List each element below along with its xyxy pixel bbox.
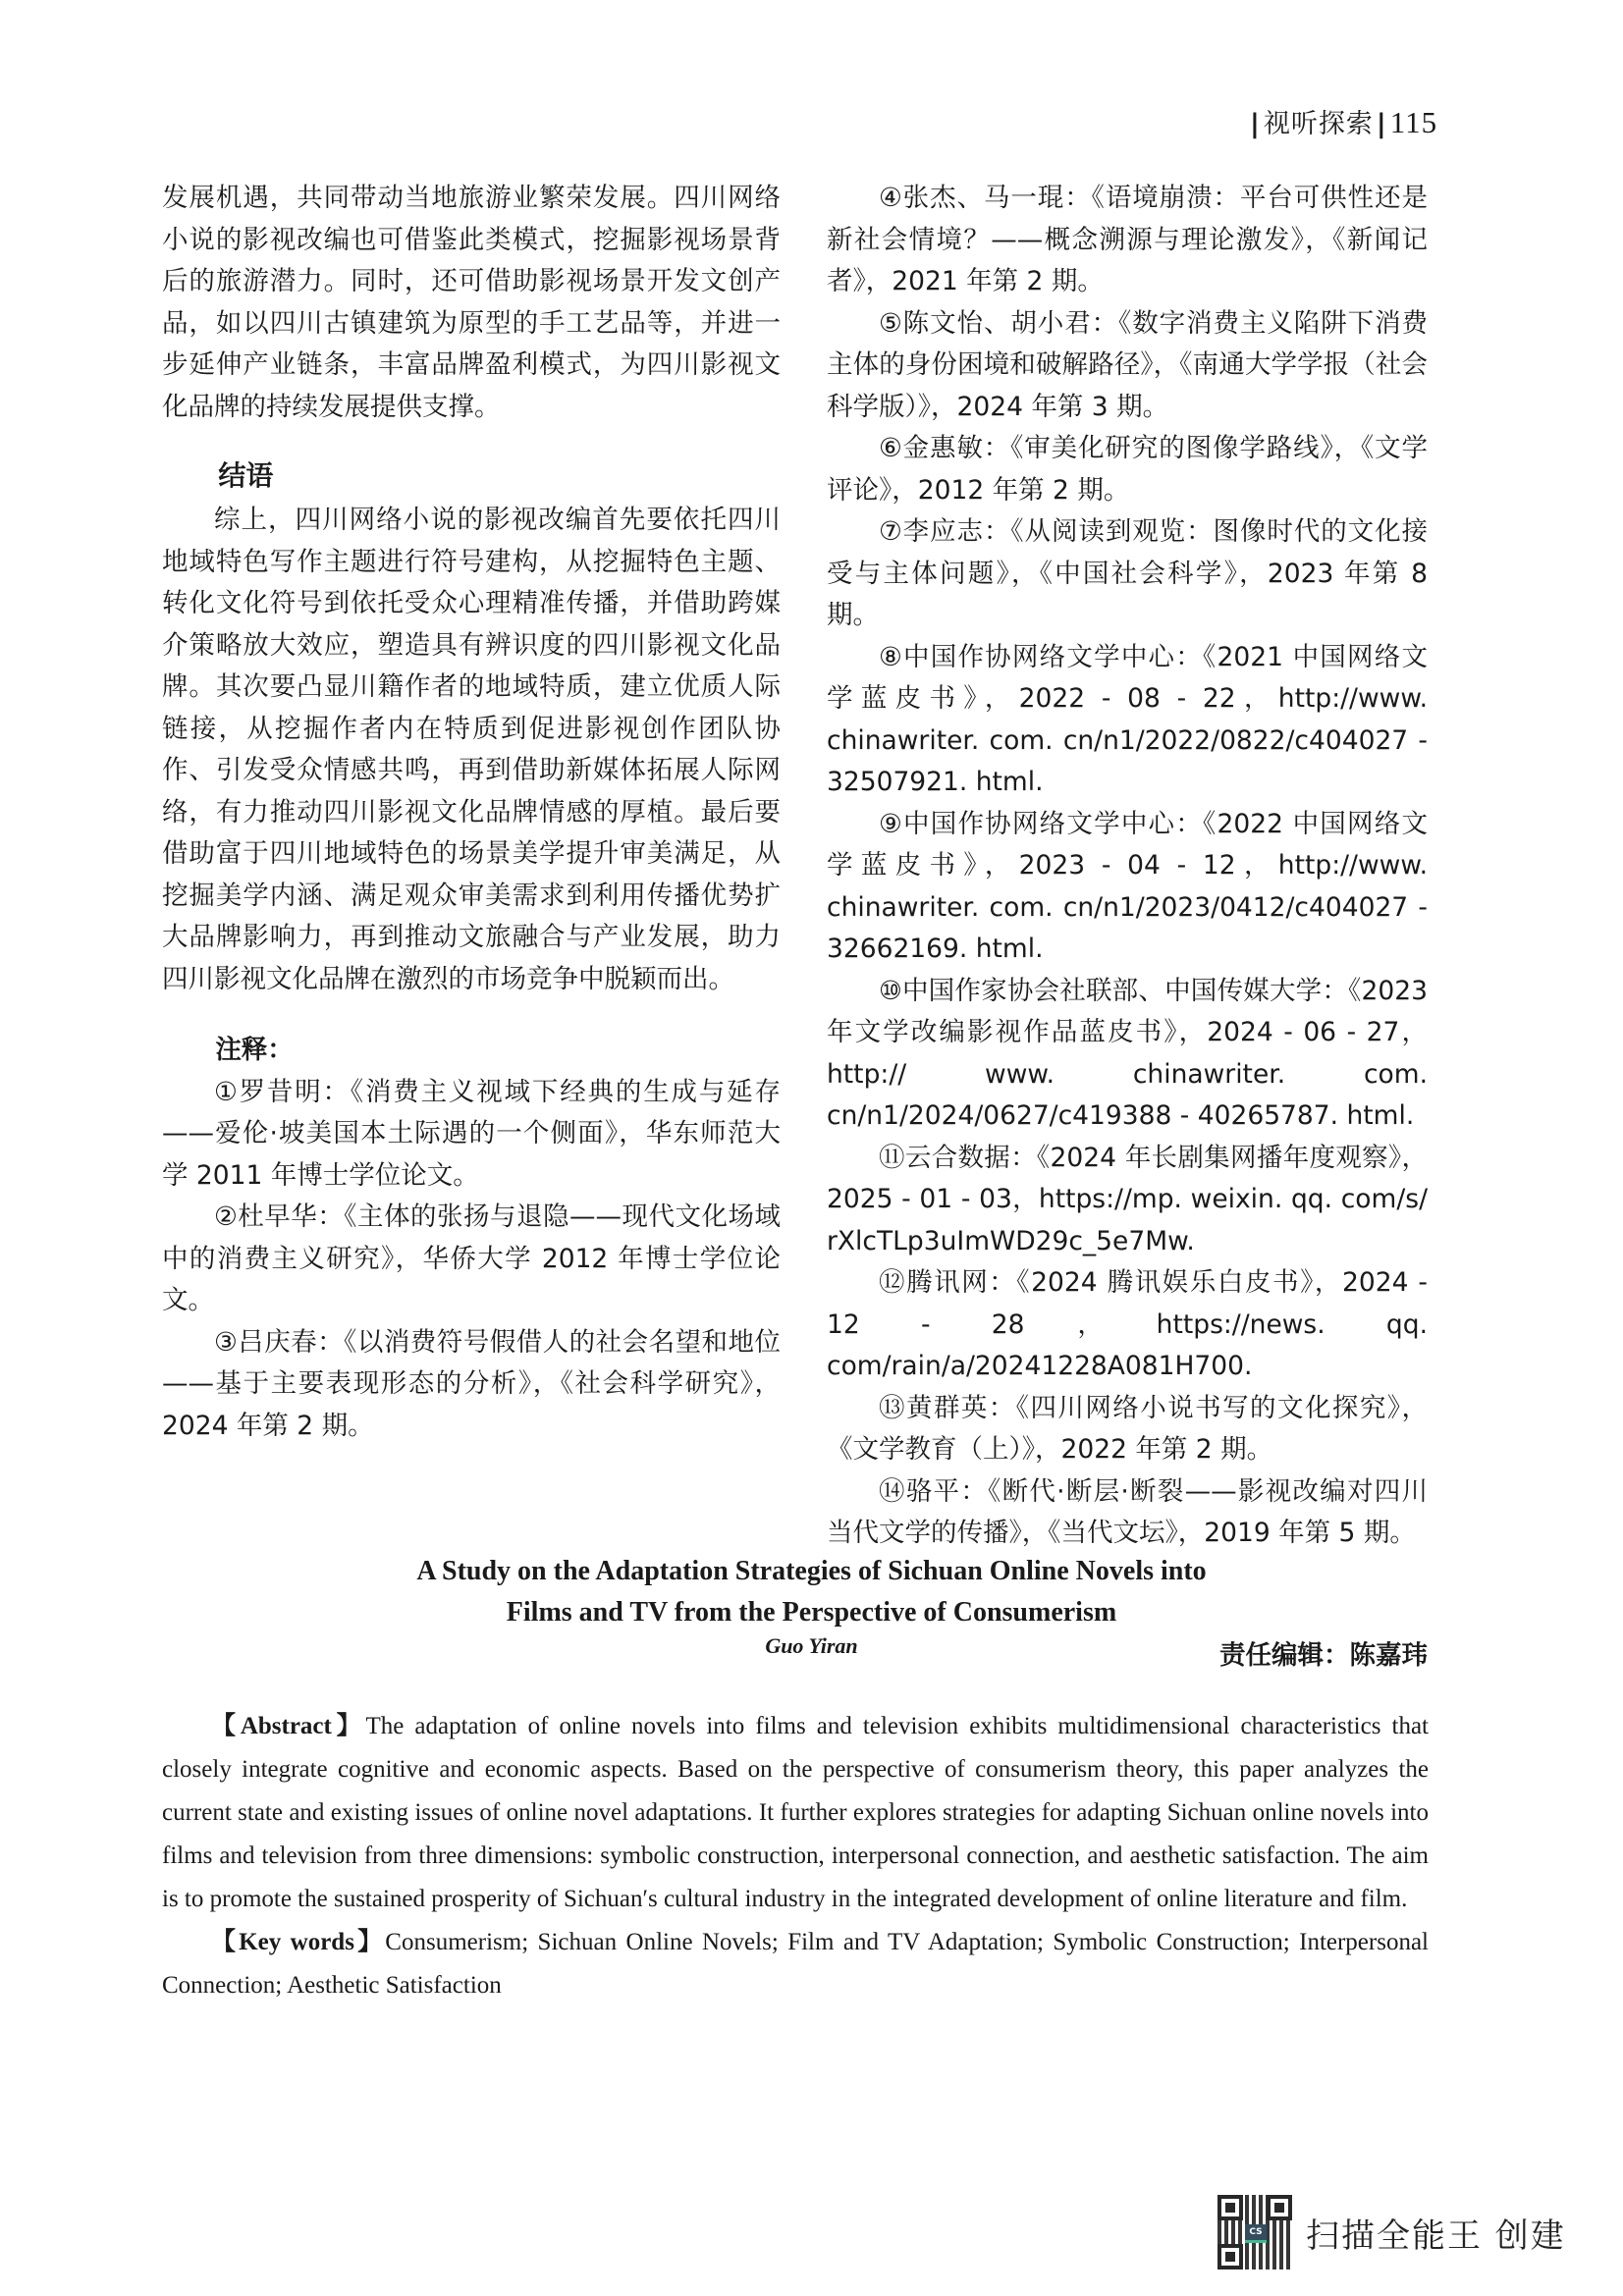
english-title-line: Films and TV from the Perspective of Consumerism	[506, 1597, 1117, 1628]
english-title	[0, 1551, 1623, 1633]
reference-item: ⑦李应志：《从阅读到观览：图像时代的文化接受与主体问题》，《中国社会科学》，2023 年第 8 期。	[827, 516, 1428, 630]
header-divider: |	[1376, 109, 1387, 139]
abstract-label: 【Abstract】	[211, 1713, 366, 1739]
english-author: Guo Yiran	[765, 1633, 858, 1658]
page-number: 115	[1389, 105, 1438, 139]
abstract-paragraph	[162, 1705, 1429, 1921]
conclusion-paragraph: 综上，四川网络小说的影视改编首先要依托四川地域特色写作主题进行符号建构，从挖掘特色主题、转化文化符号到依托受众心理精准传播，并借助跨媒介策略放大效应，塑造具有辨识度的四川影视文化品牌。其次要凸显川籍作者的地域特质，建立优质人际链接，从挖掘作者内在特质到促进影视创作团队协作、引发受众情感共鸣，再到借助新媒体拓展人际网络，有力推动四川影视文化品牌情感的厚植。最后要借助富于四川地域特色的场景美学提升审美满足，从挖掘美学内涵、满足观众审美需求到利用传播优势扩大品牌影响力，再到推动文旅融合与产业发展，助力四川影视文化品牌在激烈的市场竞争中脱颖而出。	[162, 505, 781, 994]
reference-item: ⑭骆平：《断代·断层·断裂——影视改编对四川当代文学的传播》，《当代文坛》，2019 年第 5 期。	[827, 1475, 1428, 1548]
section-heading-conclusion: 结语	[218, 459, 274, 492]
keywords-label: 【Key words】	[211, 1929, 386, 1955]
qr-finder-pattern	[1217, 2195, 1243, 2220]
reference-item: ⑧中国作协网络文学中心：《2021 中国网络文学蓝皮书》，2022 - 08 - 22，http://www. chinawriter. com. cn/n1/2022/0822/c404027 - 32507921. html.	[827, 641, 1428, 797]
header-section: 视听探索	[1263, 109, 1374, 139]
reference-item: ⑩中国作家协会社联部、中国传媒大学：《2023 年文学改编影视作品蓝皮书》，2024 - 06 - 27，http:// www. chinawriter. com. cn/n1/2024/0627/c419388 - 40265787. html.	[827, 975, 1428, 1131]
reference-item: ⑤陈文怡、胡小君：《数字消费主义陷阱下消费主体的身份困境和破解路径》，《南通大学学报（社会科学版）》，2024 年第 3 期。	[827, 307, 1428, 422]
left-column	[162, 178, 781, 1447]
keywords-text: Consumerism; Sichuan Online Novels; Film and TV Adaptation; Symbolic Construction; Interpersonal Connection; Aesthetic Satisfaction	[162, 1929, 1430, 1999]
reference-item: ⑨中国作协网络文学中心：《2022 中国网络文学蓝皮书》，2023 - 04 - 12，http://www. chinawriter. com. cn/n1/2023/0412/c404027 - 32662169. html.	[827, 808, 1428, 964]
reference-item: ③吕庆春：《以消费符号假借人的社会名望和地位——基于主要表现形态的分析》，《社会科学研究》，2024 年第 2 期。	[162, 1326, 781, 1441]
reference-item: ⑪云合数据：《2024 年长剧集网播年度观察》，2025 - 01 - 03，https://mp. weixin. qq. com/s/ rXlcTLp3uImWD29c_5e7Mw.	[827, 1142, 1428, 1256]
body-paragraph: 发展机遇，共同带动当地旅游业繁荣发展。四川网络小说的影视改编也可借鉴此类模式，挖掘影视场景背后的旅游潜力。同时，还可借助影视场景开发文创产品，如以四川古镇建筑为原型的手工艺品等，并进一步延伸产业链条，丰富品牌盈利模式，为四川影视文化品牌的持续发展提供支撑。	[162, 183, 781, 422]
english-abstract-block	[162, 1705, 1429, 2007]
notes-heading: 注释：	[215, 1035, 294, 1065]
right-column	[827, 178, 1428, 1677]
qr-finder-pattern	[1267, 2195, 1292, 2220]
watermark-text: 扫描全能王 创建	[1306, 2216, 1566, 2256]
reference-item: ②杜早华：《主体的张扬与退隐——现代文化场域中的消费主义研究》，华侨大学 2012 年博士学位论文。	[162, 1201, 781, 1315]
scanner-watermark	[1217, 2195, 1566, 2269]
abstract-text: The adaptation of online novels into films and television exhibits multidimensional characteristics that closely integrate cognitive and economic aspects. Based on the perspective of consumerism theory, this paper analyzes the current state and existing issues of online novel adaptations. It further explores strategies for adapting Sichuan online novels into films and television from three dimensions: symbolic construction, interpersonal connection, and aesthetic satisfaction. The aim is to promote the sustained prosperity of Sichuan′s cultural industry in the integrated development of online literature and film.	[162, 1713, 1429, 1912]
reference-item: ⑬黄群英：《四川网络小说书写的文化探究》，《文学教育（上）》，2022 年第 2 期。	[827, 1392, 1428, 1465]
english-title-line: A Study on the Adaptation Strategies of Sichuan Online Novels into	[416, 1556, 1207, 1586]
reference-item: ⑫腾讯网：《2024 腾讯娱乐白皮书》，2024 - 12 - 28，https://news. qq. com/rain/a/20241228A081H700.	[827, 1267, 1428, 1381]
reference-item: ①罗昔明：《消费主义视域下经典的生成与延存——爱伦·坡美国本土际遇的一个侧面》，华东师范大学 2011 年博士学位论文。	[162, 1076, 781, 1191]
responsible-editor: 责任编辑：陈嘉玮	[1219, 1639, 1428, 1671]
running-header	[1247, 102, 1437, 140]
header-divider: |	[1250, 109, 1261, 139]
reference-item: ⑥金惠敏：《审美化研究的图像学路线》，《文学评论》，2012 年第 2 期。	[827, 433, 1428, 506]
camscanner-logo-icon: CS	[1245, 2224, 1267, 2243]
qr-finder-pattern	[1217, 2244, 1243, 2269]
keywords-paragraph	[162, 1921, 1429, 2007]
reference-item: ④张杰、马一琨：《语境崩溃：平台可供性还是新社会情境？——概念溯源与理论激发》，《新闻记者》，2021 年第 2 期。	[827, 183, 1428, 296]
qr-code-icon	[1217, 2195, 1292, 2269]
